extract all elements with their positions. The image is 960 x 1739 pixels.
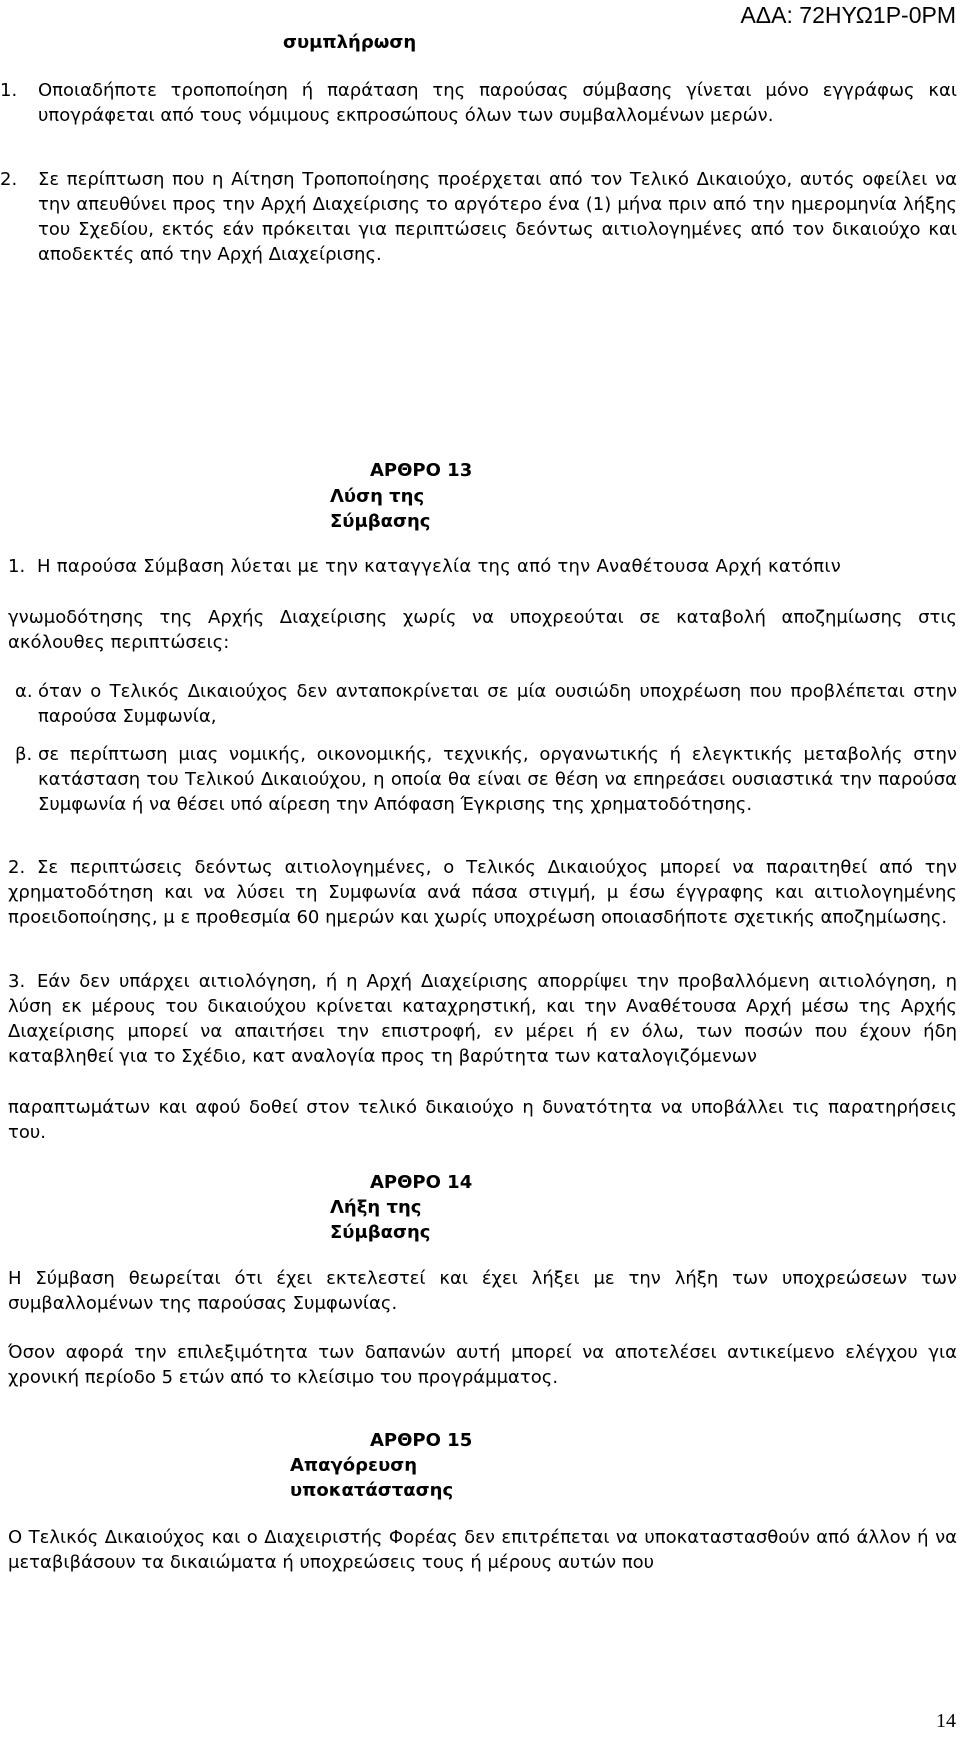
article-14-subtitle-2: Σύμβασης bbox=[330, 1222, 431, 1243]
ada-header: ΑΔΑ: 72ΗΥΩ1Ρ-0ΡΜ bbox=[740, 2, 956, 28]
item-number: 3. bbox=[8, 971, 26, 992]
article-13-sub-b bbox=[15, 742, 957, 817]
intro-item-2 bbox=[0, 167, 957, 267]
item-text: Σε περιπτώσεις δεόντως αιτιολογημένες, ο Τελικός Δικαιούχος μπορεί να παραιτηθεί από την χρηματοδότηση και να λύσει τη Συμφωνία ανά πάσα στιγμή, μ έσω έγγραφης και αιτιολογημένης προειδοποίησης, μ ε προθεσμία 60 ημερών και χωρίς υποχρέωση οποιασδήποτε σχετικής αποζημίωσης. bbox=[8, 857, 957, 928]
article-13-item-1-line-1 bbox=[8, 554, 957, 579]
article-13-item-2 bbox=[8, 855, 957, 930]
article-14-paragraph-1: Η Σύμβαση θεωρείται ότι έχει εκτελεστεί και έχει λήξει με την λήξη των υποχρεώσεων των συμβαλλομένων της παρούσας Συμφωνίας. bbox=[8, 1268, 957, 1314]
article-15-paragraph-1: Ο Τελικός Δικαιούχος και ο Διαχειριστής Φορέας δεν επιτρέπεται να υποκαταστασθούν από άλλον ή να μεταβιβάσουν τα δικαιώματα ή υποχρεώσεις τους ή μέρους αυτών που bbox=[8, 1527, 957, 1573]
article-13-heading: ΑΡΘΡΟ 13 bbox=[370, 460, 473, 481]
article-14-paragraph-2: Όσον αφορά την επιλεξιμότητα των δαπανών αυτή μπορεί να αποτελέσει αντικείμενο ελέγχου για χρονική περίοδο 5 ετών από το κλείσιμο του προγράμματος. bbox=[8, 1342, 957, 1388]
item-text: Η παρούσα Σύμβαση λύεται με την καταγγελία της από την Αναθέτουσα Αρχή κατόπιν bbox=[37, 556, 842, 577]
sub-item-text: σε περίπτωση μιας νομικής, οικονομικής, τεχνικής, οργανωτικής ή ελεγκτικής μεταβολής στην κατάσταση του Τελικού Δικαιούχου, η οποία θα είναι σε θέση να επηρεάσει ουσιαστικά την παρούσα Συμφωνία ή να θέσει υπό αίρεση την Απόφαση Έγκρισης της χρηματοδότησης. bbox=[38, 744, 957, 815]
article-13-subtitle-1: Λύση της bbox=[330, 486, 425, 507]
article-14-heading: ΑΡΘΡΟ 14 bbox=[370, 1172, 473, 1193]
item-number: 2. bbox=[0, 169, 18, 190]
sub-item-label: α. bbox=[15, 681, 33, 702]
item-text: Οποιαδήποτε τροποποίηση ή παράταση της παρούσας σύμβασης γίνεται μόνο εγγράφως και υπογράφεται από τους νόμιμους εκπροσώπους όλων των συμβαλλομένων μερών. bbox=[38, 80, 957, 126]
sub-item-text: όταν ο Τελικός Δικαιούχος δεν ανταποκρίνεται σε μία ουσιώδη υποχρέωση που προβλέπεται στην παρούσα Συμφωνία, bbox=[38, 681, 957, 727]
item-number: 2. bbox=[8, 857, 26, 878]
item-text: Εάν δεν υπάρχει αιτιολόγηση, ή η Αρχή Διαχείρισης απορρίψει την προβαλλόμενη αιτιολόγηση, η λύση εκ μέρους του δικαιούχου κρίνεται καταχρηστική, και την Αναθέτουσα Αρχή μέσω της Αρχής Διαχείρισης μπορεί να απαιτήσει την επιστροφή, εν μέρει ή εν όλω, των ποσών που έχουν ήδη καταβληθεί για το Σχέδιο, κατ αναλογία προς τη βαρύτητα των καταλογιζόμενων bbox=[8, 971, 957, 1067]
item-number: 1. bbox=[8, 556, 26, 577]
article-13-item-1-line-2: γνωμοδότησης της Αρχής Διαχείρισης χωρίς να υποχρεούται σε καταβολή αποζημίωσης στις ακόλουθες περιπτώσεις: bbox=[8, 607, 957, 653]
item-text: Σε περίπτωση που η Αίτηση Τροποποίησης προέρχεται από τον Τελικό Δικαιούχο, αυτός οφείλει να την απευθύνει προς την Αρχή Διαχείρισης το αργότερο ένα (1) μήνα πριν από την ημερομηνία λήξης του Σχεδίου, εκτός εάν πρόκειται για περιπτώσεις δεόντως αιτιολογημένες από τον δικαιούχο και αποδεκτές από την Αρχή Διαχείρισης. bbox=[38, 169, 957, 265]
top-heading: συμπλήρωση bbox=[283, 32, 417, 53]
article-13-sub-a bbox=[15, 679, 957, 729]
sub-item-label: β. bbox=[15, 744, 33, 765]
article-14-subtitle-1: Λήξη της bbox=[330, 1197, 422, 1218]
item-number: 1. bbox=[0, 80, 18, 101]
article-15-subtitle-1: Απαγόρευση bbox=[290, 1455, 418, 1476]
article-13-subtitle-2: Σύμβασης bbox=[330, 511, 431, 532]
page-number: 14 bbox=[936, 1710, 956, 1732]
article-15-heading: ΑΡΘΡΟ 15 bbox=[370, 1430, 473, 1451]
article-13-item-3-continuation: παραπτωμάτων και αφού δοθεί στον τελικό δικαιούχο η δυνατότητα να υποβάλλει τις παρατηρήσεις του. bbox=[8, 1097, 957, 1143]
article-13-item-3 bbox=[8, 969, 957, 1069]
article-15-subtitle-2: υποκατάστασης bbox=[290, 1480, 454, 1501]
intro-item-1 bbox=[0, 78, 957, 128]
